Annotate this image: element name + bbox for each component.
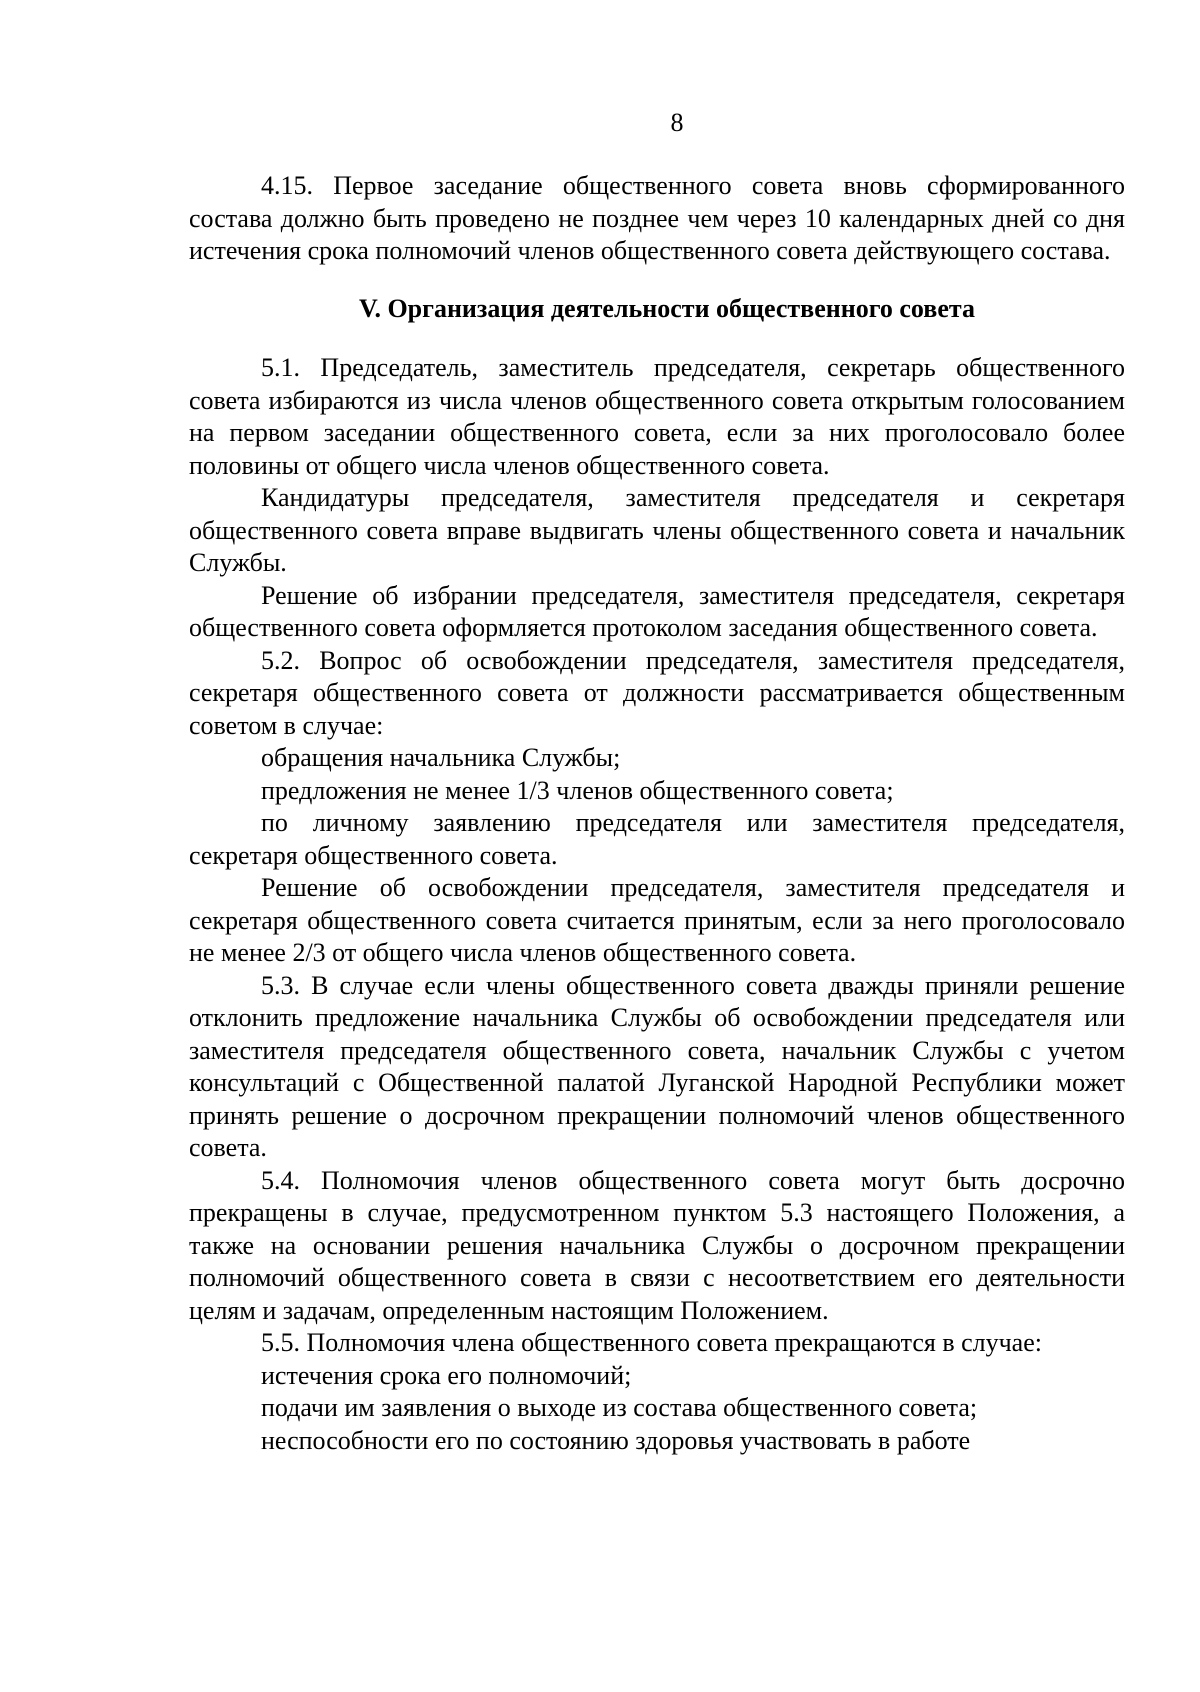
- list-item-health: неспособности его по состоянию здоровья участвовать в работе: [261, 1425, 971, 1455]
- list-item-resignation: подачи им заявления о выходе из состава общественного совета;: [261, 1393, 978, 1422]
- list-item-term-expiry: истечения срока его полномочий;: [261, 1360, 632, 1390]
- paragraph-5-3: 5.3. В случае если члены общественного совета дважды приняли решение отклонить предложение начальника Службы об освобождении председателя или заместителя председателя общественного совета, начальник Службы с учетом консультаций с Общественной палатой Луганской Народной Республики может принять решение о досрочном прекращении полномочий членов общественного совета.: [189, 970, 1125, 1162]
- page-number: 8: [670, 108, 684, 137]
- paragraph-5-2: 5.2. Вопрос об освобождении председателя, заместителя председателя, секретаря общественного совета от должности рассматривается общественным советом в случае:: [189, 645, 1125, 740]
- paragraph-release-decision: Решение об освобождении председателя, заместителя председателя и секретаря общественного совета считается принятым, если за него проголосовало не менее 2/3 от общего числа членов общественного совета.: [189, 873, 1125, 967]
- list-item-appeal: обращения начальника Службы;: [261, 743, 621, 772]
- list-item-personal-statement: по личному заявлению председателя или заместителя председателя, секретаря общественного совета.: [189, 808, 1125, 870]
- paragraph-candidates: Кандидатуры председателя, заместителя председателя и секретаря общественного совета вправе выдвигать члены общественного совета и начальник Службы.: [189, 483, 1125, 577]
- paragraph-4-15: 4.15. Первое заседание общественного совета вновь сформированного состава должно быть проведено не позднее чем через 10 календарных дней со дня истечения срока полномочий членов общественного совета действующего состава.: [189, 171, 1125, 265]
- paragraph-5-5: 5.5. Полномочия члена общественного совета прекращаются в случае:: [261, 1328, 1042, 1357]
- paragraph-election-decision: Решение об избрании председателя, заместителя председателя, секретаря общественного совета оформляется протоколом заседания общественного совета.: [189, 580, 1125, 642]
- section-heading: V. Организация деятельности общественного совета: [359, 293, 975, 323]
- list-item-proposal: предложения не менее 1/3 членов общественного совета;: [261, 775, 894, 805]
- paragraph-5-4: 5.4. Полномочия членов общественного совета могут быть досрочно прекращены в случае, предусмотренном пунктом 5.3 настоящего Положения, а также на основании решения начальника Службы о досрочном прекращении полномочий общественного совета в связи с несоответствием его деятельности целям и задачам, определенным настоящим Положением.: [189, 1165, 1125, 1325]
- paragraph-5-1: 5.1. Председатель, заместитель председателя, секретарь общественного совета избираются из числа членов общественного совета открытым голосованием на первом заседании общественного совета, если за них проголосовало более половины от общего числа членов общественного совета.: [189, 353, 1125, 480]
